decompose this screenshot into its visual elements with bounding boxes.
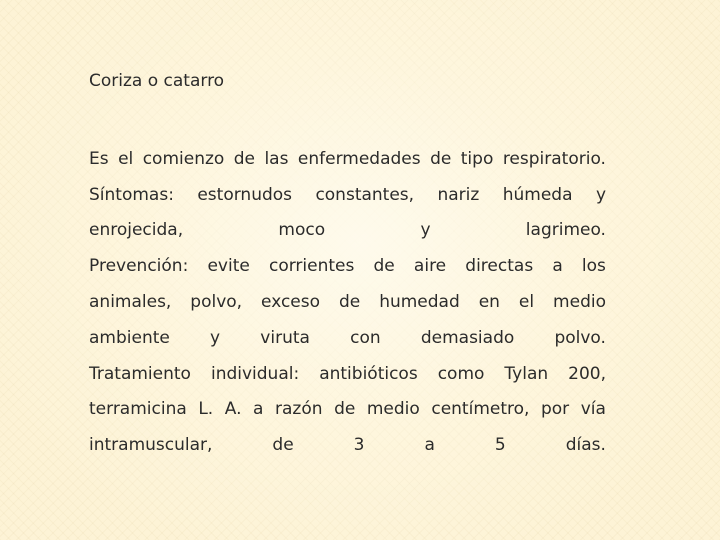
body-word: intramuscular,	[89, 435, 213, 456]
body-word: a	[424, 435, 435, 456]
body-word: medio	[366, 399, 420, 420]
body-word: razón	[275, 399, 323, 420]
body-word: de	[338, 292, 361, 313]
body-word: corrientes	[268, 256, 355, 277]
body-word: 200,	[568, 363, 606, 384]
body-word: el	[118, 148, 134, 169]
slide-title: Coriza o catarro	[89, 71, 225, 91]
body-word: directas	[465, 256, 534, 277]
body-word: Prevención:	[89, 256, 189, 277]
body-line	[89, 141, 606, 177]
body-word: A.	[224, 399, 242, 420]
body-word: días.	[565, 435, 606, 456]
body-word: Tylan	[504, 363, 549, 384]
body-word: los	[581, 256, 606, 277]
body-word: viruta	[260, 327, 310, 348]
body-word: Síntomas:	[89, 184, 174, 205]
body-word: por	[540, 399, 570, 420]
body-word: en	[478, 292, 500, 313]
body-word: de	[233, 148, 255, 169]
body-word: respiratorio.	[502, 148, 606, 169]
body-line	[89, 284, 606, 320]
body-word: aire	[413, 256, 447, 277]
body-word: el	[518, 292, 535, 313]
body-line	[89, 213, 606, 249]
body-word: estornudos	[197, 184, 293, 205]
body-word: animales,	[89, 292, 172, 313]
body-line	[89, 248, 606, 284]
body-word: individual:	[210, 363, 300, 384]
slide-body-text	[89, 141, 606, 463]
body-word: Es	[89, 148, 109, 169]
body-word: las	[264, 148, 289, 169]
body-word: nariz	[437, 184, 480, 205]
body-word: y	[420, 220, 431, 241]
body-word: polvo,	[190, 292, 243, 313]
body-word: de	[373, 256, 395, 277]
body-word: demasiado	[420, 327, 515, 348]
body-word: terramicina	[89, 399, 187, 420]
body-word: y	[595, 184, 606, 205]
body-word: polvo.	[554, 327, 606, 348]
body-word: antibióticos	[319, 363, 418, 384]
body-word: enfermedades	[297, 148, 421, 169]
body-word: y	[210, 327, 221, 348]
body-word: L.	[198, 399, 214, 420]
body-line	[89, 392, 606, 428]
body-word: centímetro,	[431, 399, 530, 420]
body-word: como	[437, 363, 485, 384]
body-word: tipo	[460, 148, 494, 169]
body-line	[89, 356, 606, 392]
body-word: con	[350, 327, 381, 348]
body-word: de	[430, 148, 452, 169]
body-word: Tratamiento	[89, 363, 191, 384]
body-word: evite	[207, 256, 250, 277]
body-word: ambiente	[89, 327, 170, 348]
body-word: comienzo	[142, 148, 225, 169]
body-word: humedad	[379, 292, 460, 313]
body-word: a	[253, 399, 264, 420]
body-word: exceso	[261, 292, 321, 313]
body-line	[89, 427, 606, 463]
body-word: vía	[580, 399, 606, 420]
body-word: medio	[553, 292, 606, 313]
body-word: húmeda	[502, 184, 573, 205]
body-word: a	[552, 256, 563, 277]
body-word: moco	[278, 220, 326, 241]
body-word: 3	[353, 435, 365, 456]
body-word: 5	[494, 435, 506, 456]
body-word: lagrimeo.	[525, 220, 606, 241]
body-word: constantes,	[315, 184, 415, 205]
body-word: enrojecida,	[89, 220, 184, 241]
body-word: de	[272, 435, 294, 456]
body-word: de	[334, 399, 356, 420]
body-line	[89, 177, 606, 213]
body-line	[89, 320, 606, 356]
